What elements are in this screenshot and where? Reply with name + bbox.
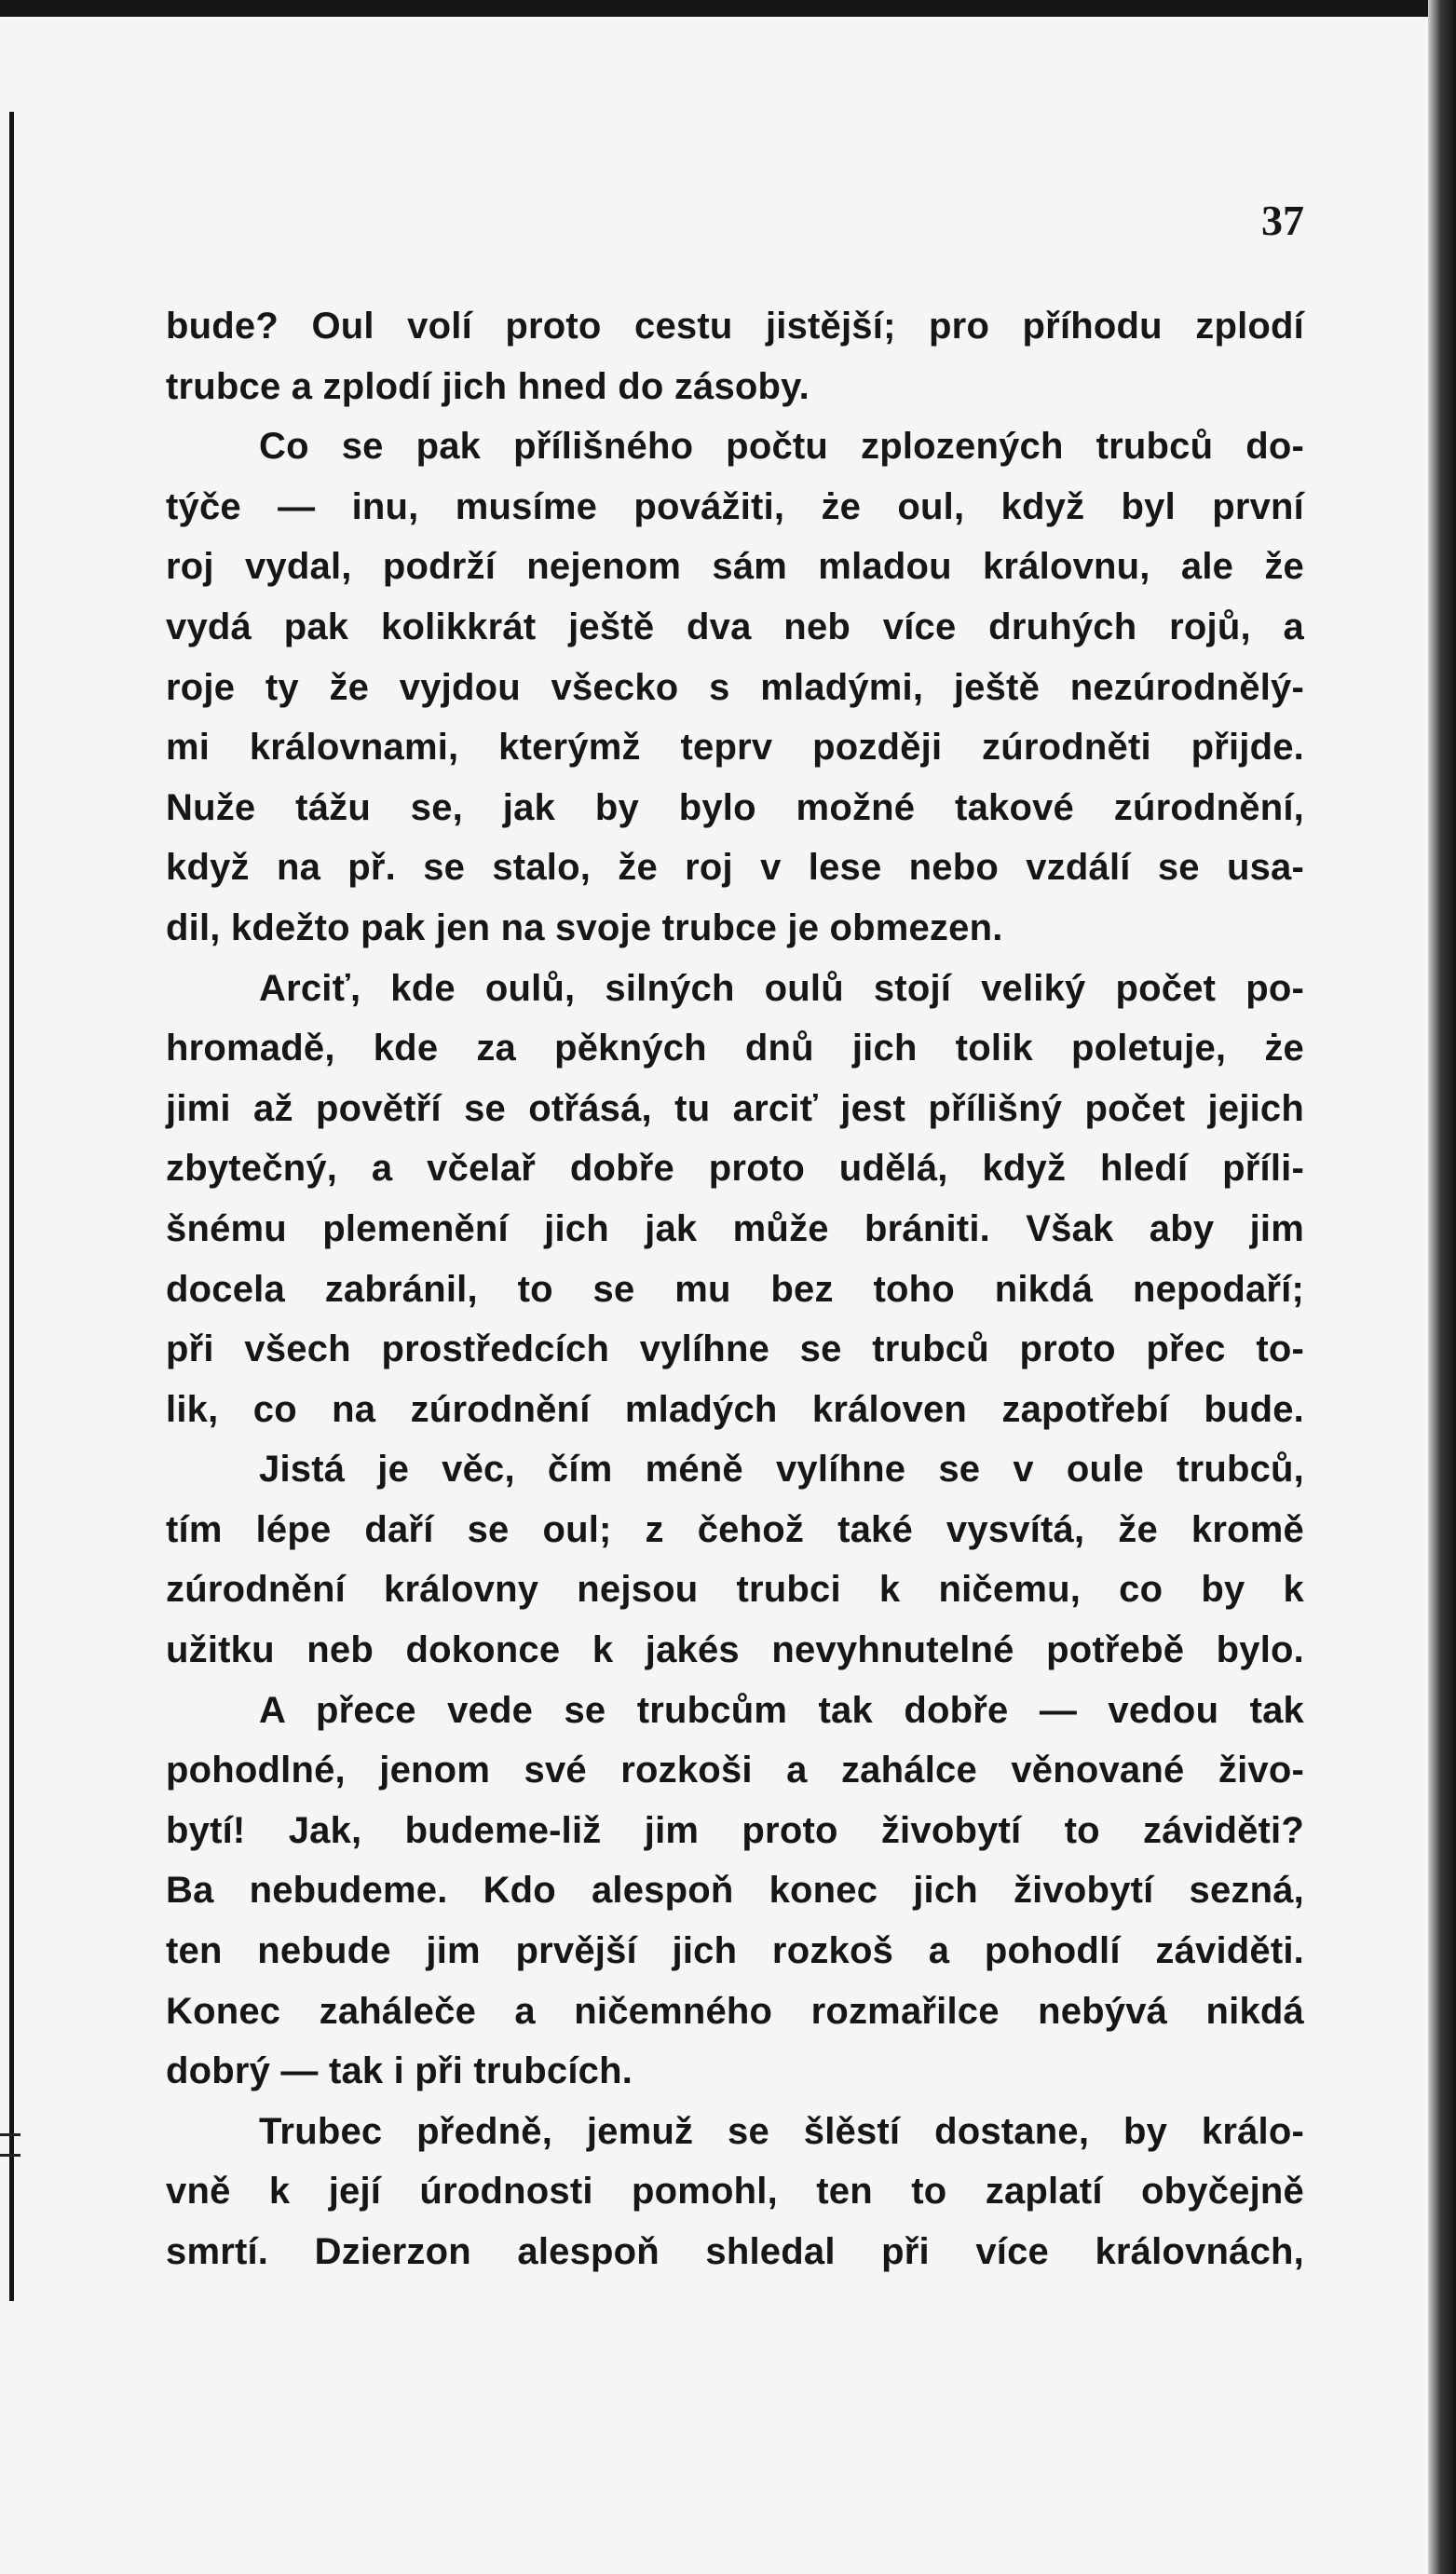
text-line: při všech prostředcích vylíhne se trubců proto přec to- <box>166 1328 1304 1370</box>
text-line: pohodlné, jenom své rozkoši a zahálce věnované živo- <box>166 1750 1304 1791</box>
scan-top-border <box>0 0 1456 17</box>
text-line: A přece vede se trubcům tak dobře — vedou tak <box>259 1689 1304 1731</box>
text-line: Trubec předně, jemuž se šlěstí dostane, by králo- <box>259 2110 1304 2152</box>
text-line: mi královnami, kterýmž teprv později zúrodněti přijde. <box>166 727 1304 769</box>
text-line: roje ty že vyjdou všecko s mladými, ještě nezúrodnělý- <box>166 666 1304 708</box>
page-number: 37 <box>1261 197 1304 244</box>
binding-margin-line <box>9 112 14 2301</box>
text-line: Co se pak přílišného počtu zplozených trubců do- <box>259 426 1304 468</box>
text-line: šnému plemenění jich jak může brániti. Však aby jim <box>166 1207 1304 1249</box>
text-line: Ba nebudeme. Kdo alespoň konec jich živobytí sezná, <box>166 1870 1304 1912</box>
text-line: trubce a zplodí jich hned do zásoby. <box>166 365 810 407</box>
text-line: bytí! Jak, budeme-liž jim proto živobytí to záviděti? <box>166 1809 1304 1851</box>
text-line: dobrý — tak i při trubcích. <box>166 2050 633 2092</box>
binding-mark <box>0 2154 20 2157</box>
text-line: jimi až povětří se otřásá, tu arciť jest přílišný počet jejich <box>166 1087 1304 1129</box>
text-line: Arciť, kde oulů, silných oulů stojí veliký počet po- <box>259 967 1304 1009</box>
text-line: Konec zahálečе a ničemného rozmařilce nebývá nikdá <box>166 1990 1304 2032</box>
text-line: Nuže tážu se, jak by bylo možné takové zúrodnění, <box>166 786 1304 828</box>
text-line: Jistá je věc, čím méně vylíhne se v oule trubců, <box>259 1449 1304 1491</box>
binding-mark <box>0 2133 20 2136</box>
text-line: smrtí. Dzierzon alespoň shledal při více královnách, <box>166 2231 1304 2272</box>
text-line: dil, kdežto pak jen na svoje trubce je obmezen. <box>166 906 1003 948</box>
text-line: lik, co na zúrodnění mladých královen zapotřebí bude. <box>166 1388 1304 1430</box>
text-line: vně k její úrodnosti pomohl, ten to zaplatí obyčejně <box>166 2171 1304 2213</box>
body-text <box>166 296 1304 2282</box>
text-line: ten nebude jim prvější jich rozkoš a pohodlí záviděti. <box>166 1930 1304 1972</box>
text-line: zbytečný, a včelař dobře proto udělá, když hledí příli- <box>166 1148 1304 1190</box>
text-line: zúrodnění královny nejsou trubci k ničemu, co by k <box>166 1569 1304 1611</box>
text-line: hromadě, kde za pěkných dnů jich tolik poletuje, że <box>166 1028 1304 1069</box>
text-line: tím lépe daří se oul; z čehož také vysvítá, že kromě <box>166 1508 1304 1550</box>
text-line: roj vydal, podrží nejenom sám mladou královnu, ale že <box>166 546 1304 588</box>
text-line: bude? Oul volí proto cestu jistější; pro příhodu zplodí <box>166 306 1304 347</box>
scan-right-border <box>1428 0 1456 2574</box>
text-line: když na př. se stalo, že roj v lese nebo vzdálí se usa- <box>166 847 1304 889</box>
text-line: týče — inu, musíme povážiti, że oul, když byl první <box>166 485 1304 527</box>
text-line: užitku neb dokonce k jakés nevyhnutelné potřebě bylo. <box>166 1629 1304 1671</box>
text-line: docela zabránil, to se mu bez toho nikdá nepodaří; <box>166 1268 1304 1310</box>
text-line: vydá pak kolikkrát ještě dva neb více druhých rojů, a <box>166 606 1304 647</box>
